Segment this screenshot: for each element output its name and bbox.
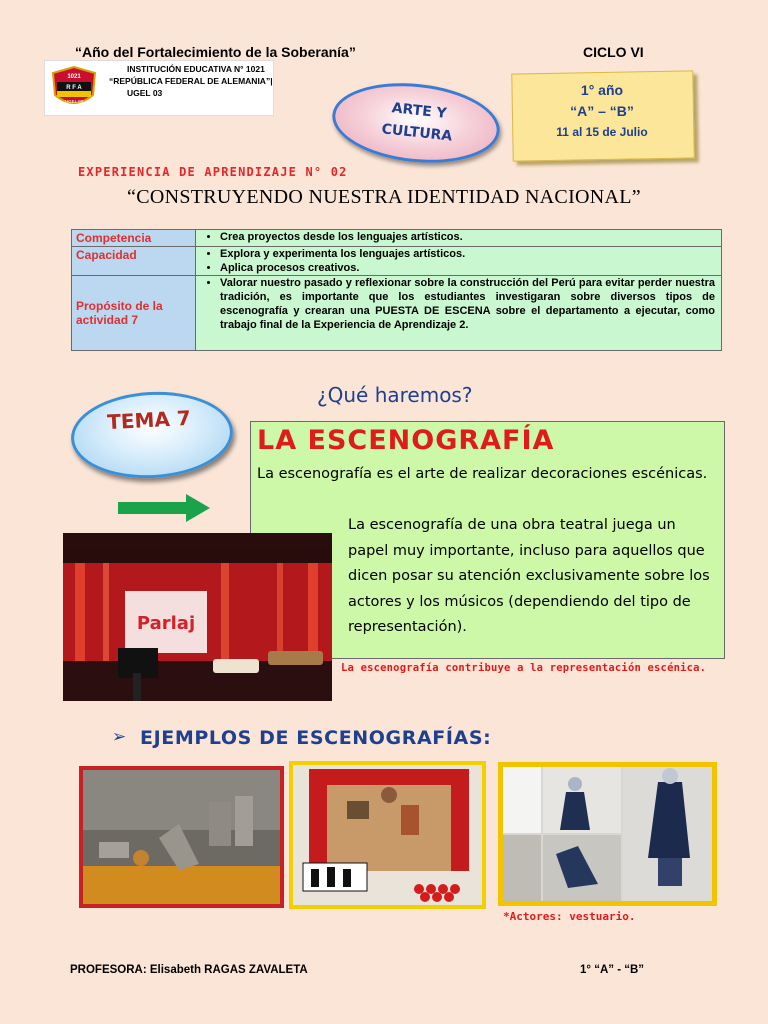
section-title: LA ESCENOGRAFÍA <box>257 425 555 456</box>
section-paragraph-2: La escenografía de una obra teatral juega un papel muy importante, incluso para aquellos que dicen posar su atención exclusivamente sobre los actores y los músicos (dependiendo del tipo de representación). <box>348 517 710 635</box>
example-costume-figures-photo <box>498 762 717 906</box>
grade-sections: “A” – “B” <box>570 103 634 119</box>
area-badge-text <box>374 96 462 149</box>
row-value-capacidad <box>196 247 722 276</box>
area-badge-line1: ARTE Y <box>390 100 448 122</box>
experience-label: EXPERIENCIA DE APRENDIZAJE N° 02 <box>78 165 348 179</box>
experience-title: “CONSTRUYENDO NUESTRA IDENTIDAD NACIONAL” <box>127 186 641 208</box>
school-crest-logo <box>49 65 99 111</box>
institution-banner <box>44 60 274 116</box>
tema-badge-text: TEMA 7 <box>106 405 192 435</box>
right-arrow-icon <box>118 494 210 522</box>
row-label-proposito: Propósito de la actividad 7 <box>72 276 196 351</box>
institution-name: INSTITUCIÓN EDUCATIVA N° 1021 <box>127 64 265 74</box>
arrow-bullet-icon: ➢ <box>112 727 127 746</box>
area-badge-line2: CULTURA <box>380 121 453 145</box>
grade-note-text <box>512 80 692 143</box>
grade-year: 1° año <box>580 82 624 98</box>
institution-alias: “REPÚBLICA FEDERAL DE ALEMANIA”| <box>109 76 273 86</box>
example-model-stage-photo <box>79 766 284 908</box>
crest-letters: R F A <box>66 85 82 91</box>
institution-info <box>105 63 273 99</box>
tema-badge-oval <box>69 388 235 482</box>
list-item: • Valorar nuestro pasado y reflexionar sobre la construcción del Perú para evitar perder nuestra tradición, es importante que los estudiantes investigaran sobre diversos tipos de escenografía y crearan una PUESTA DE ESCENA sobre el departamento a ejecutar, como trabajo final de la Experiencia de Aprendizaje 2. <box>220 276 715 332</box>
table-row <box>72 230 722 247</box>
row-value-proposito <box>196 276 722 351</box>
grade-dates: 11 al 15 de Julio <box>556 125 648 139</box>
footer-grade: 1° “A” - “B” <box>580 964 645 976</box>
year-motto: “Año del Fortalecimiento de la Soberanía” <box>75 44 356 60</box>
tv-stage-photo <box>63 533 332 701</box>
row-value-competencia <box>196 230 722 247</box>
crest-ugel: UGEL 03 <box>64 99 84 104</box>
list-item: • Aplica procesos creativos. <box>220 261 715 275</box>
list-item: • Crea proyectos desde los lenguajes artísticos. <box>220 230 715 244</box>
section-paragraph-1: La escenografía es el arte de realizar decoraciones escénicas. <box>257 466 708 482</box>
competency-table <box>71 229 722 351</box>
table-row <box>72 276 722 351</box>
list-item: • Explora y experimenta los lenguajes artísticos. <box>220 247 715 261</box>
example-puppet-theater-photo <box>289 761 486 909</box>
row-label-competencia: Competencia <box>72 230 196 247</box>
examples-heading: EJEMPLOS DE ESCENOGRAFÍAS: <box>140 727 492 749</box>
institution-ugel: UGEL 03 <box>127 88 163 98</box>
footer-teacher: PROFESORA: Elisabeth RAGAS ZAVALETA <box>70 964 308 976</box>
section-caption: La escenografía contribuye a la representación escénica. <box>341 662 707 674</box>
examples-caption: *Actores: vestuario. <box>503 910 636 923</box>
table-row <box>72 247 722 276</box>
ciclo-label: CICLO VI <box>583 44 644 60</box>
section-question: ¿Qué haremos? <box>317 383 473 407</box>
crest-number: 1021 <box>67 74 81 80</box>
row-label-capacidad: Capacidad <box>72 247 196 276</box>
stage-screen-text: Parlaj <box>136 613 196 634</box>
